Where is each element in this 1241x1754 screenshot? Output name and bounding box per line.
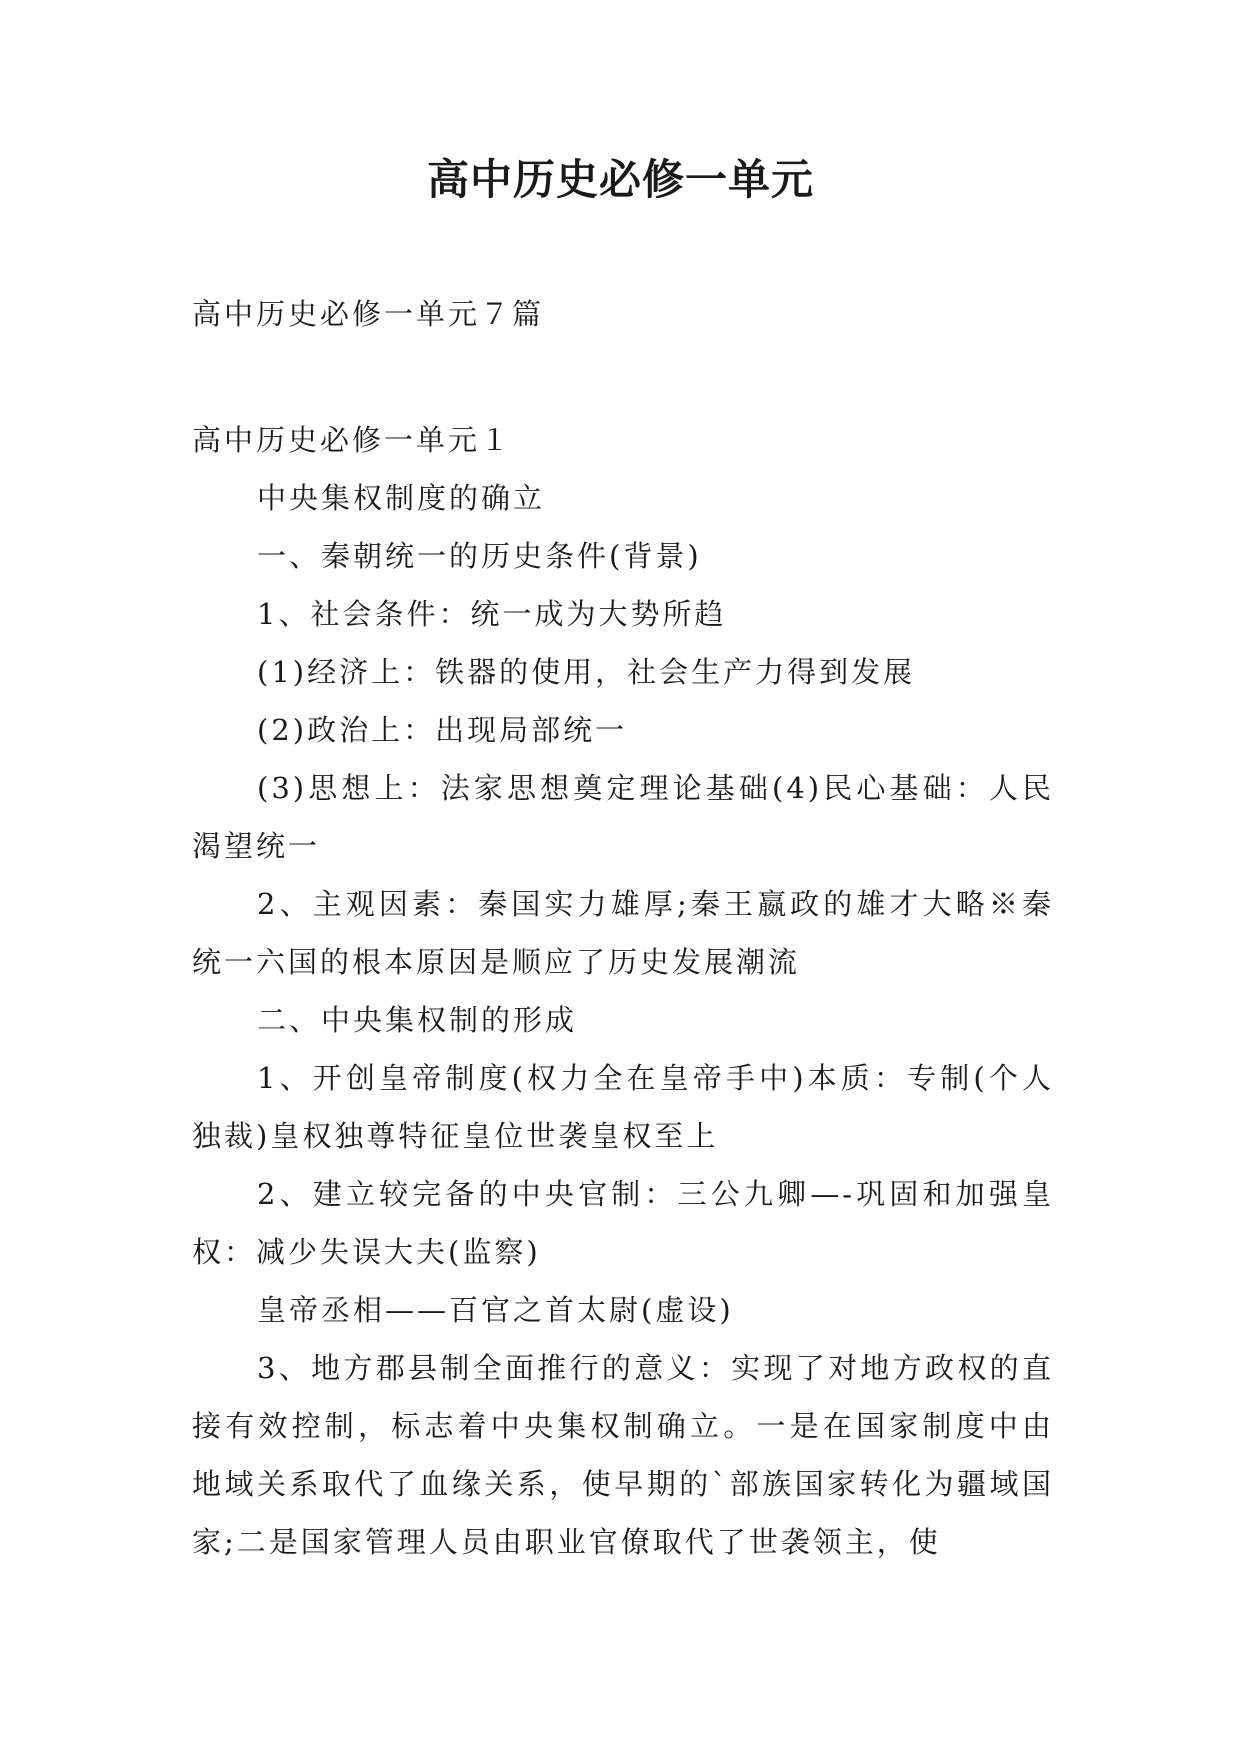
paragraph: (1)经济上：铁器的使用，社会生产力得到发展 [257,655,916,689]
document-title: 高中历史必修一单元 [426,155,814,204]
document-body [192,411,1054,1571]
paragraph: (3)思想上：法家思想奠定理论基础(4)民心基础：人民渴望统一 [192,771,1054,863]
paragraph: 中央集权制度的确立 [257,481,546,515]
paragraph: 高中历史必修一单元１ [192,423,513,457]
paragraph: 皇帝丞相——百官之首太尉(虚设) [257,1293,734,1327]
paragraph: (2)政治上：出现局部统一 [257,713,628,747]
paragraph: 2、建立较完备的中央官制：三公九卿—-巩固和加强皇权：减少失误大夫(监察) [192,1177,1054,1269]
paragraph: 二、中央集权制的形成 [257,1003,578,1037]
paragraph: 1、社会条件：统一成为大势所趋 [257,597,727,631]
paragraph: 3、地方郡县制全面推行的意义：实现了对地方政权的直接有效控制，标志着中央集权制确立。一是在国家制度中由地域关系取代了血缘关系，使早期的`部族国家转化为疆域国家;二是国家管理人员由职业官僚取代了世袭领主，使 [192,1351,1054,1559]
paragraph: 2、主观因素：秦国实力雄厚;秦王嬴政的雄才大略※秦统一六国的根本原因是顺应了历史发展潮流 [192,887,1054,979]
paragraph: 1、开创皇帝制度(权力全在皇帝手中)本质：专制(个人独裁)皇权独尊特征皇位世袭皇权至上 [192,1061,1054,1153]
document-subtitle: 高中历史必修一单元７篇 [192,297,545,331]
paragraph: 一、秦朝统一的历史条件(背景) [257,539,702,573]
